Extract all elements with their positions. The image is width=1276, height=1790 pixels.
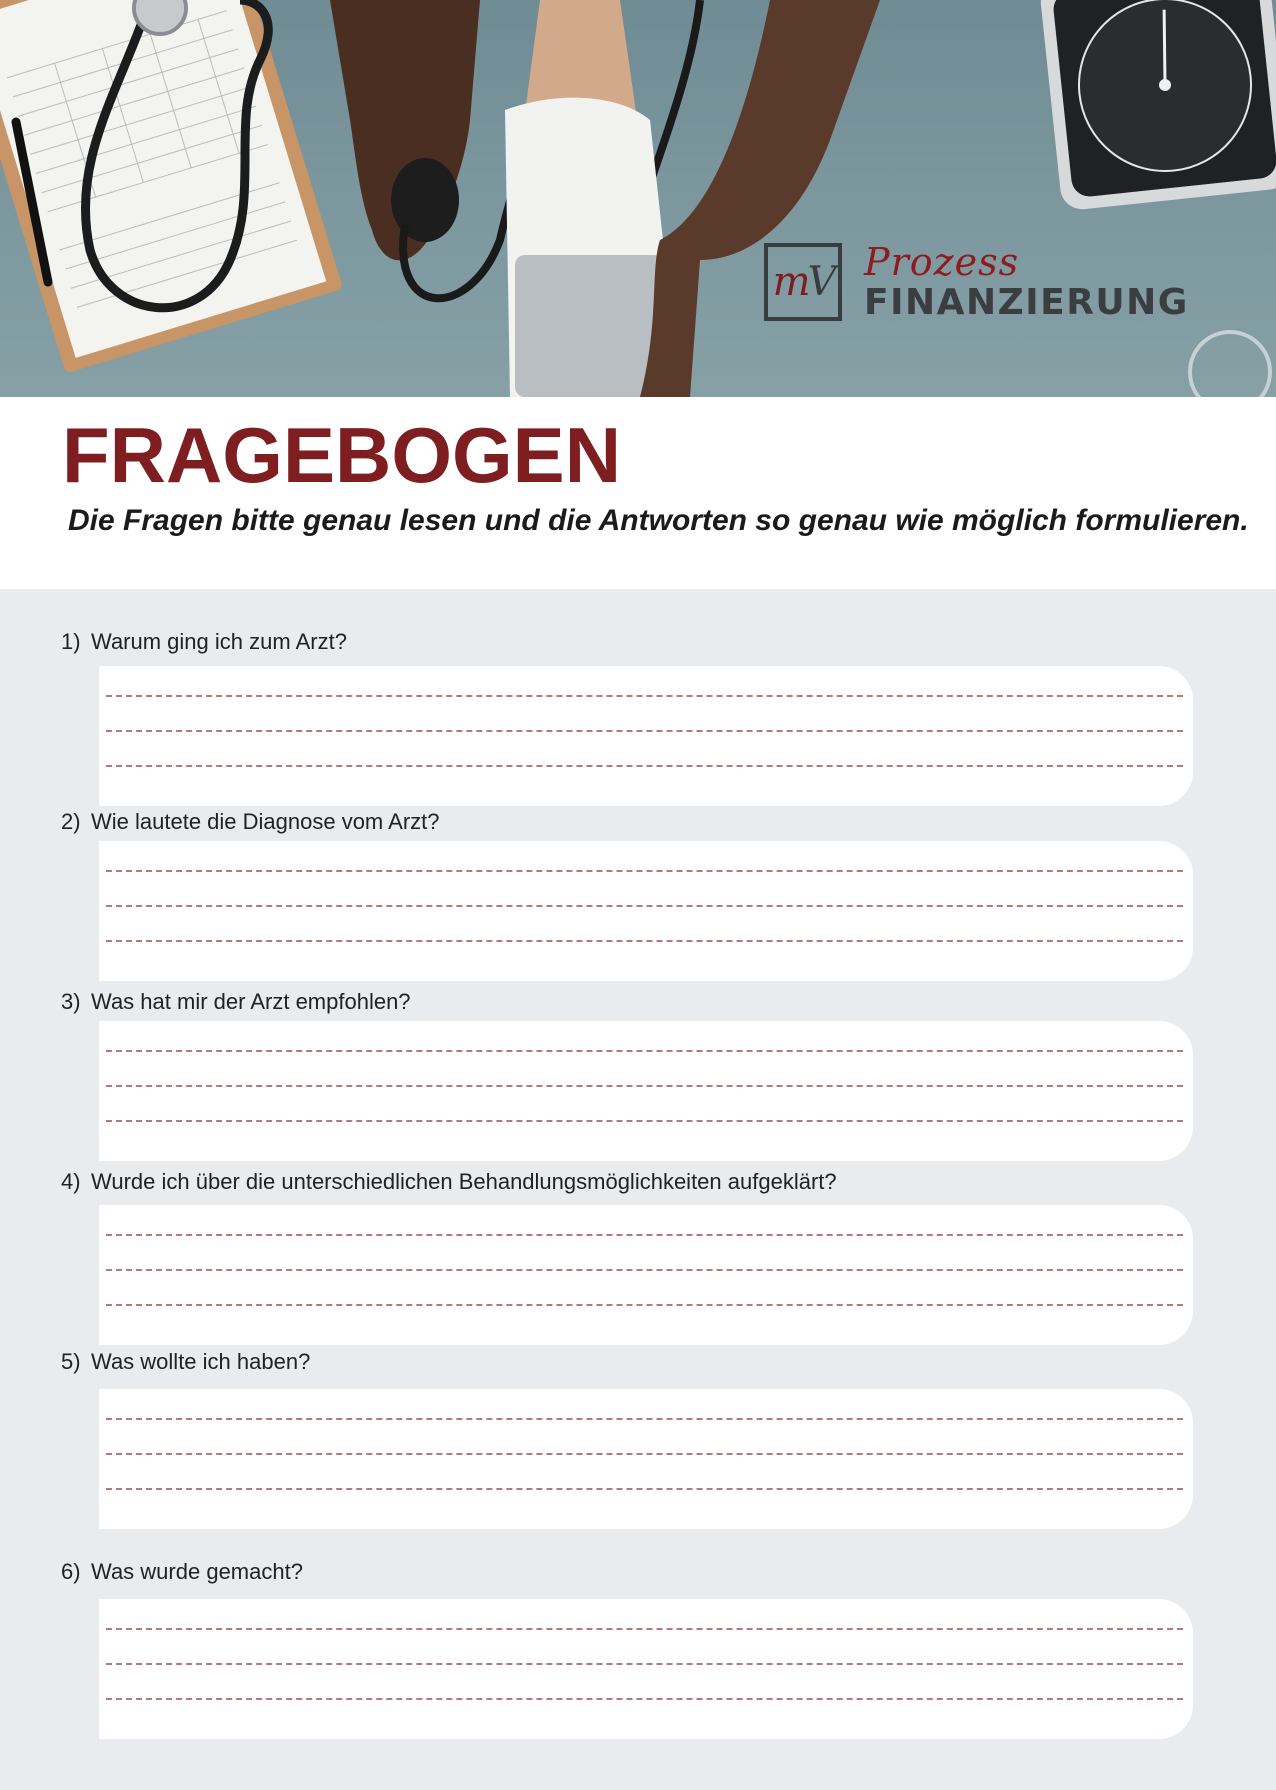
question-text: Was wollte ich haben?: [91, 1349, 311, 1374]
answer-line: [106, 1120, 1183, 1122]
answer-line: [106, 1663, 1183, 1665]
logo-wordmark: [864, 240, 1189, 323]
question-label: [61, 989, 411, 1015]
brand-logo: [764, 240, 1189, 323]
answer-line: [106, 765, 1183, 767]
header-photo: [0, 0, 1276, 397]
answer-box[interactable]: [99, 666, 1193, 806]
page-title: FRAGEBOGEN: [62, 411, 622, 499]
answer-line: [106, 1050, 1183, 1052]
question-label: [61, 1349, 310, 1375]
logo-strong-text: FINANZIERUNG: [864, 282, 1189, 323]
question-number: 3): [61, 989, 81, 1014]
question-number: 2): [61, 809, 81, 834]
answer-box[interactable]: [99, 1205, 1193, 1345]
page-subtitle: Die Fragen bitte genau lesen und die Antworten so genau wie möglich formulieren.: [68, 504, 1249, 537]
answer-box[interactable]: [99, 1021, 1193, 1161]
answer-line: [106, 1488, 1183, 1490]
answer-line: [106, 1418, 1183, 1420]
answer-line: [106, 940, 1183, 942]
answer-line: [106, 1085, 1183, 1087]
question-text: Warum ging ich zum Arzt?: [91, 629, 347, 654]
answer-line: [106, 1453, 1183, 1455]
question-label: [61, 809, 440, 835]
question-text: Wie lautete die Diagnose vom Arzt?: [91, 809, 440, 834]
question-label: [61, 629, 347, 655]
answer-box[interactable]: [99, 1389, 1193, 1529]
questionnaire-form: [0, 589, 1276, 1790]
question-label: [61, 1559, 303, 1585]
logo-mark: [764, 243, 842, 321]
answer-box[interactable]: [99, 841, 1193, 981]
answer-line: [106, 1698, 1183, 1700]
answer-line: [106, 730, 1183, 732]
answer-line: [106, 1234, 1183, 1236]
question-text: Wurde ich über die unterschiedlichen Behandlungsmöglichkeiten aufgeklärt?: [91, 1169, 837, 1194]
question-text: Was hat mir der Arzt empfohlen?: [91, 989, 411, 1014]
answer-line: [106, 695, 1183, 697]
logo-mark-v: V: [807, 259, 834, 305]
answer-line: [106, 870, 1183, 872]
answer-line: [106, 1304, 1183, 1306]
answer-line: [106, 1269, 1183, 1271]
logo-script-text: Prozess: [864, 240, 1020, 284]
logo-mark-m: m: [772, 259, 808, 305]
question-number: 5): [61, 1349, 81, 1374]
question-number: 1): [61, 629, 81, 654]
question-text: Was wurde gemacht?: [91, 1559, 303, 1584]
medical-scene-illustration: [0, 0, 1276, 397]
question-number: 4): [61, 1169, 81, 1194]
answer-box[interactable]: [99, 1599, 1193, 1739]
answer-line: [106, 905, 1183, 907]
question-number: 6): [61, 1559, 81, 1584]
question-label: [61, 1169, 837, 1195]
answer-line: [106, 1628, 1183, 1630]
